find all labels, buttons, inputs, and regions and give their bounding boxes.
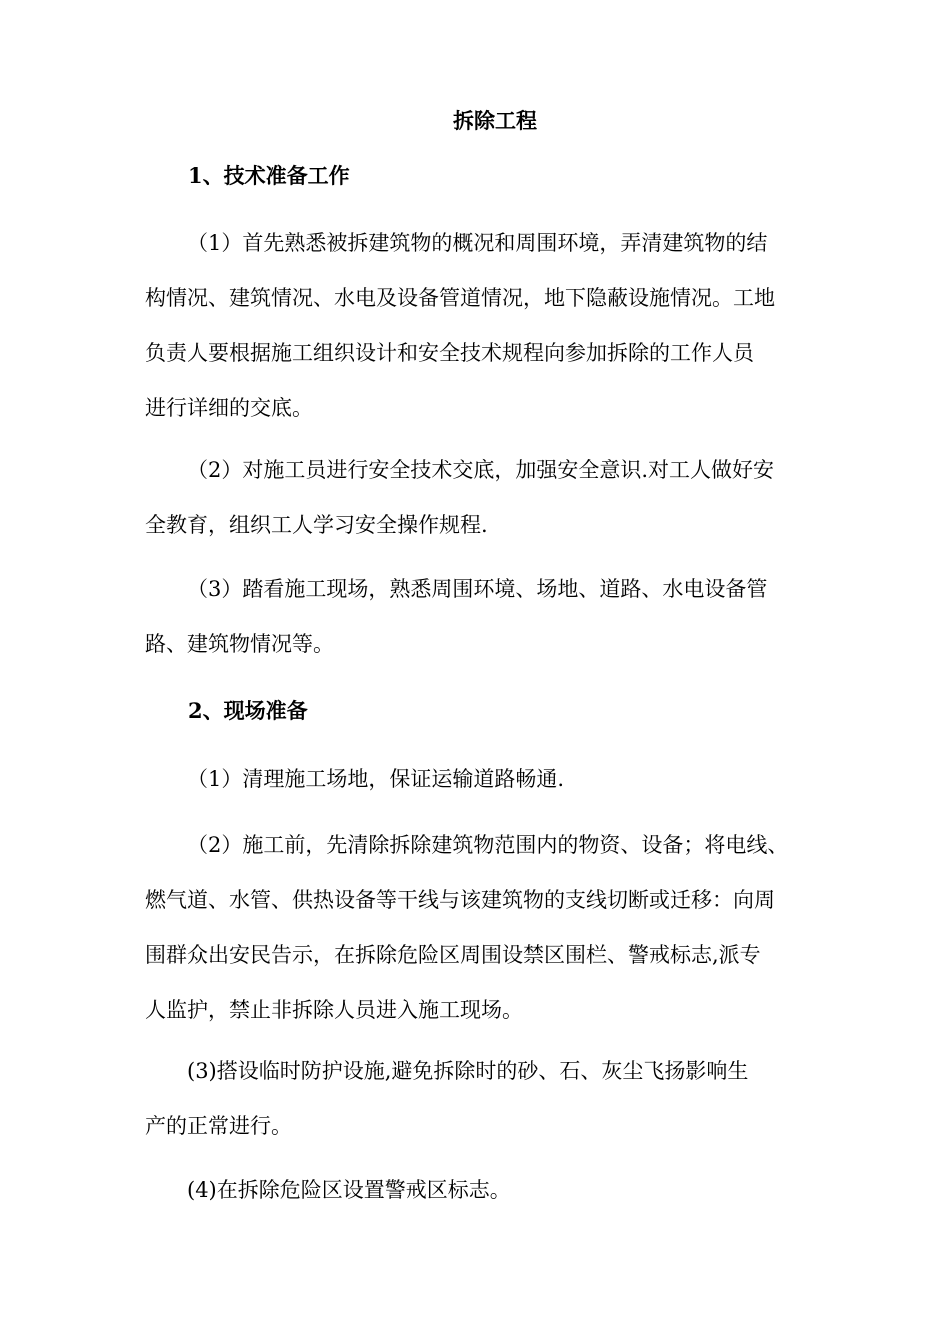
section-heading-1: 1、技术准备工作	[188, 163, 350, 188]
paragraph-line: (3)搭设临时防护设施,避免拆除时的砂、石、灰尘飞扬影响生	[187, 1059, 749, 1083]
paragraph-line: 负责人要根据施工组织设计和安全技术规程向参加拆除的工作人员	[145, 341, 754, 365]
paragraph-line: (4)在拆除危险区设置警戒区标志。	[187, 1178, 511, 1202]
paragraph-line: 全教育，组织工人学习安全操作规程.	[145, 513, 488, 537]
paragraph-2-4	[145, 1163, 825, 1218]
paragraph-2-2	[145, 818, 825, 1038]
paragraph-line: 构情况、建筑情况、水电及设备管道情况，地下隐蔽设施情况。工地	[145, 286, 775, 310]
paragraph-line: （2）施工前，先清除拆除建筑物范围内的物资、设备；将电线、	[187, 833, 789, 857]
paragraph-line: 围群众出安民告示，在拆除危险区周围设禁区围栏、警戒标志,派专	[145, 943, 761, 967]
paragraph-line: 进行详细的交底。	[145, 396, 313, 420]
paragraph-line: 产的正常进行。	[145, 1114, 292, 1138]
paragraph-1-2	[145, 443, 825, 553]
paragraph-line: 人监护，禁止非拆除人员进入施工现场。	[145, 998, 523, 1022]
paragraph-line: （1）清理施工场地，保证运输道路畅通.	[187, 767, 565, 791]
paragraph-line: （2）对施工员进行安全技术交底，加强安全意识.对工人做好安	[187, 458, 775, 482]
section-heading-2: 2、现场准备	[188, 698, 308, 723]
paragraph-line: （1）首先熟悉被拆建筑物的概况和周围环境，弄清建筑物的结	[187, 231, 768, 255]
paragraph-line: 燃气道、水管、供热设备等干线与该建筑物的支线切断或迁移：向周	[145, 888, 775, 912]
paragraph-line: （3）踏看施工现场，熟悉周围环境、场地、道路、水电设备管	[187, 577, 768, 601]
paragraph-1-1	[145, 216, 825, 436]
paragraph-2-3	[145, 1044, 825, 1154]
paragraph-1-3	[145, 562, 825, 672]
paragraph-2-1	[145, 752, 825, 807]
document-title: 拆除工程	[453, 108, 537, 133]
paragraph-line: 路、建筑物情况等。	[145, 632, 334, 656]
